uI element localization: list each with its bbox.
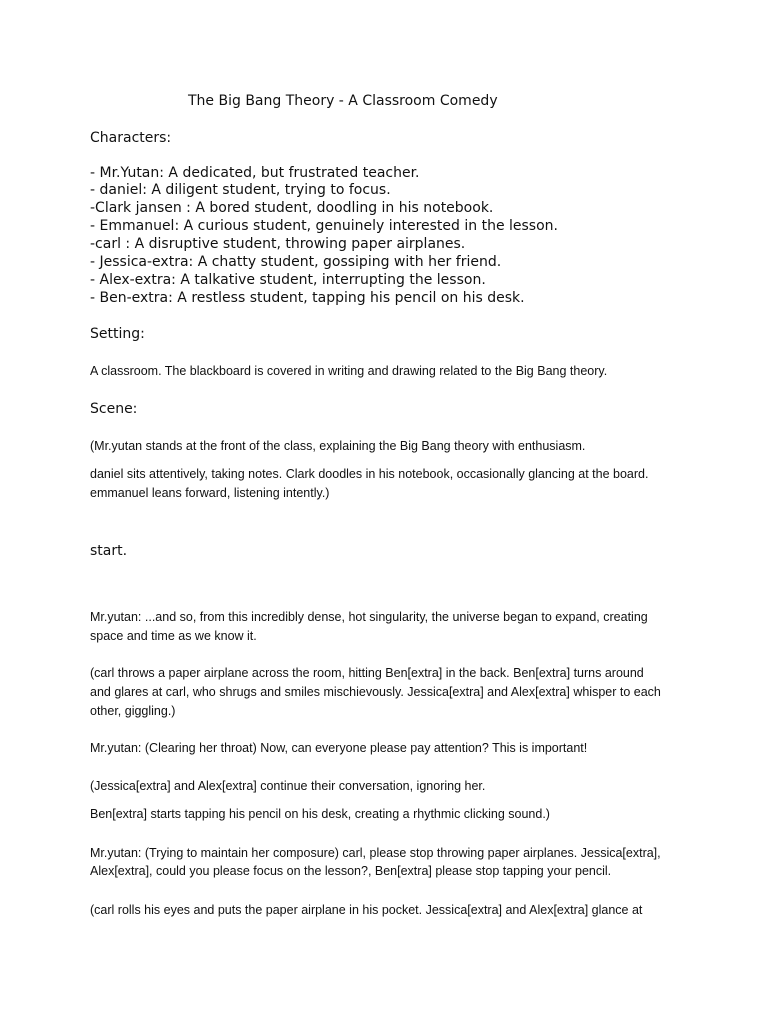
character-line: - daniel: A diligent student, trying to focus. bbox=[90, 182, 391, 198]
character-line: - Jessica-extra: A chatty student, gossiping with her friend. bbox=[90, 254, 502, 270]
script-line: space and time as we know it. bbox=[90, 629, 257, 643]
character-line: -carl : A disruptive student, throwing paper airplanes. bbox=[90, 236, 466, 252]
characters-heading: Characters: bbox=[90, 130, 172, 146]
scene-line: daniel sits attentively, taking notes. Clark doodles in his notebook, occasionally glancing at the board. bbox=[90, 467, 649, 481]
scene-line: emmanuel leans forward, listening intently.) bbox=[90, 486, 330, 500]
character-line: - Ben-extra: A restless student, tapping his pencil on his desk. bbox=[90, 290, 525, 306]
script-line: Mr.yutan: (Trying to maintain her composure) carl, please stop throwing paper airplanes. Jessica[extra], bbox=[90, 846, 661, 860]
character-line: - Mr.Yutan: A dedicated, but frustrated teacher. bbox=[90, 165, 420, 181]
character-line: - Alex-extra: A talkative student, interrupting the lesson. bbox=[90, 272, 486, 288]
character-line: - Emmanuel: A curious student, genuinely interested in the lesson. bbox=[90, 218, 558, 234]
start-label: start. bbox=[90, 543, 128, 559]
setting-heading: Setting: bbox=[90, 326, 145, 342]
character-line: -Clark jansen : A bored student, doodling in his notebook. bbox=[90, 200, 494, 216]
setting-text: A classroom. The blackboard is covered in writing and drawing related to the Big Bang theory. bbox=[90, 364, 608, 378]
script-line: Mr.yutan: (Clearing her throat) Now, can everyone please pay attention? This is important! bbox=[90, 741, 588, 755]
script-line: Mr.yutan: ...and so, from this incredibly dense, hot singularity, the universe began to expand, creating bbox=[90, 610, 648, 624]
script-line: (carl rolls his eyes and puts the paper airplane in his pocket. Jessica[extra] and Alex[extra] glance at bbox=[90, 903, 643, 917]
script-line: (Jessica[extra] and Alex[extra] continue their conversation, ignoring her. bbox=[90, 779, 486, 793]
script-line: Ben[extra] starts tapping his pencil on his desk, creating a rhythmic clicking sound.) bbox=[90, 807, 550, 821]
scene-heading: Scene: bbox=[90, 401, 138, 417]
script-line: (carl throws a paper airplane across the room, hitting Ben[extra] in the back. Ben[extra] turns around bbox=[90, 666, 644, 680]
script-line: other, giggling.) bbox=[90, 704, 176, 718]
scene-line: (Mr.yutan stands at the front of the class, explaining the Big Bang theory with enthusiasm. bbox=[90, 439, 586, 453]
document-title: The Big Bang Theory - A Classroom Comedy bbox=[188, 93, 498, 109]
script-line: and glares at carl, who shrugs and smiles mischievously. Jessica[extra] and Alex[extra] whisper to each bbox=[90, 685, 661, 699]
script-line: Alex[extra], could you please focus on the lesson?, Ben[extra] please stop tapping your pencil. bbox=[90, 864, 612, 878]
